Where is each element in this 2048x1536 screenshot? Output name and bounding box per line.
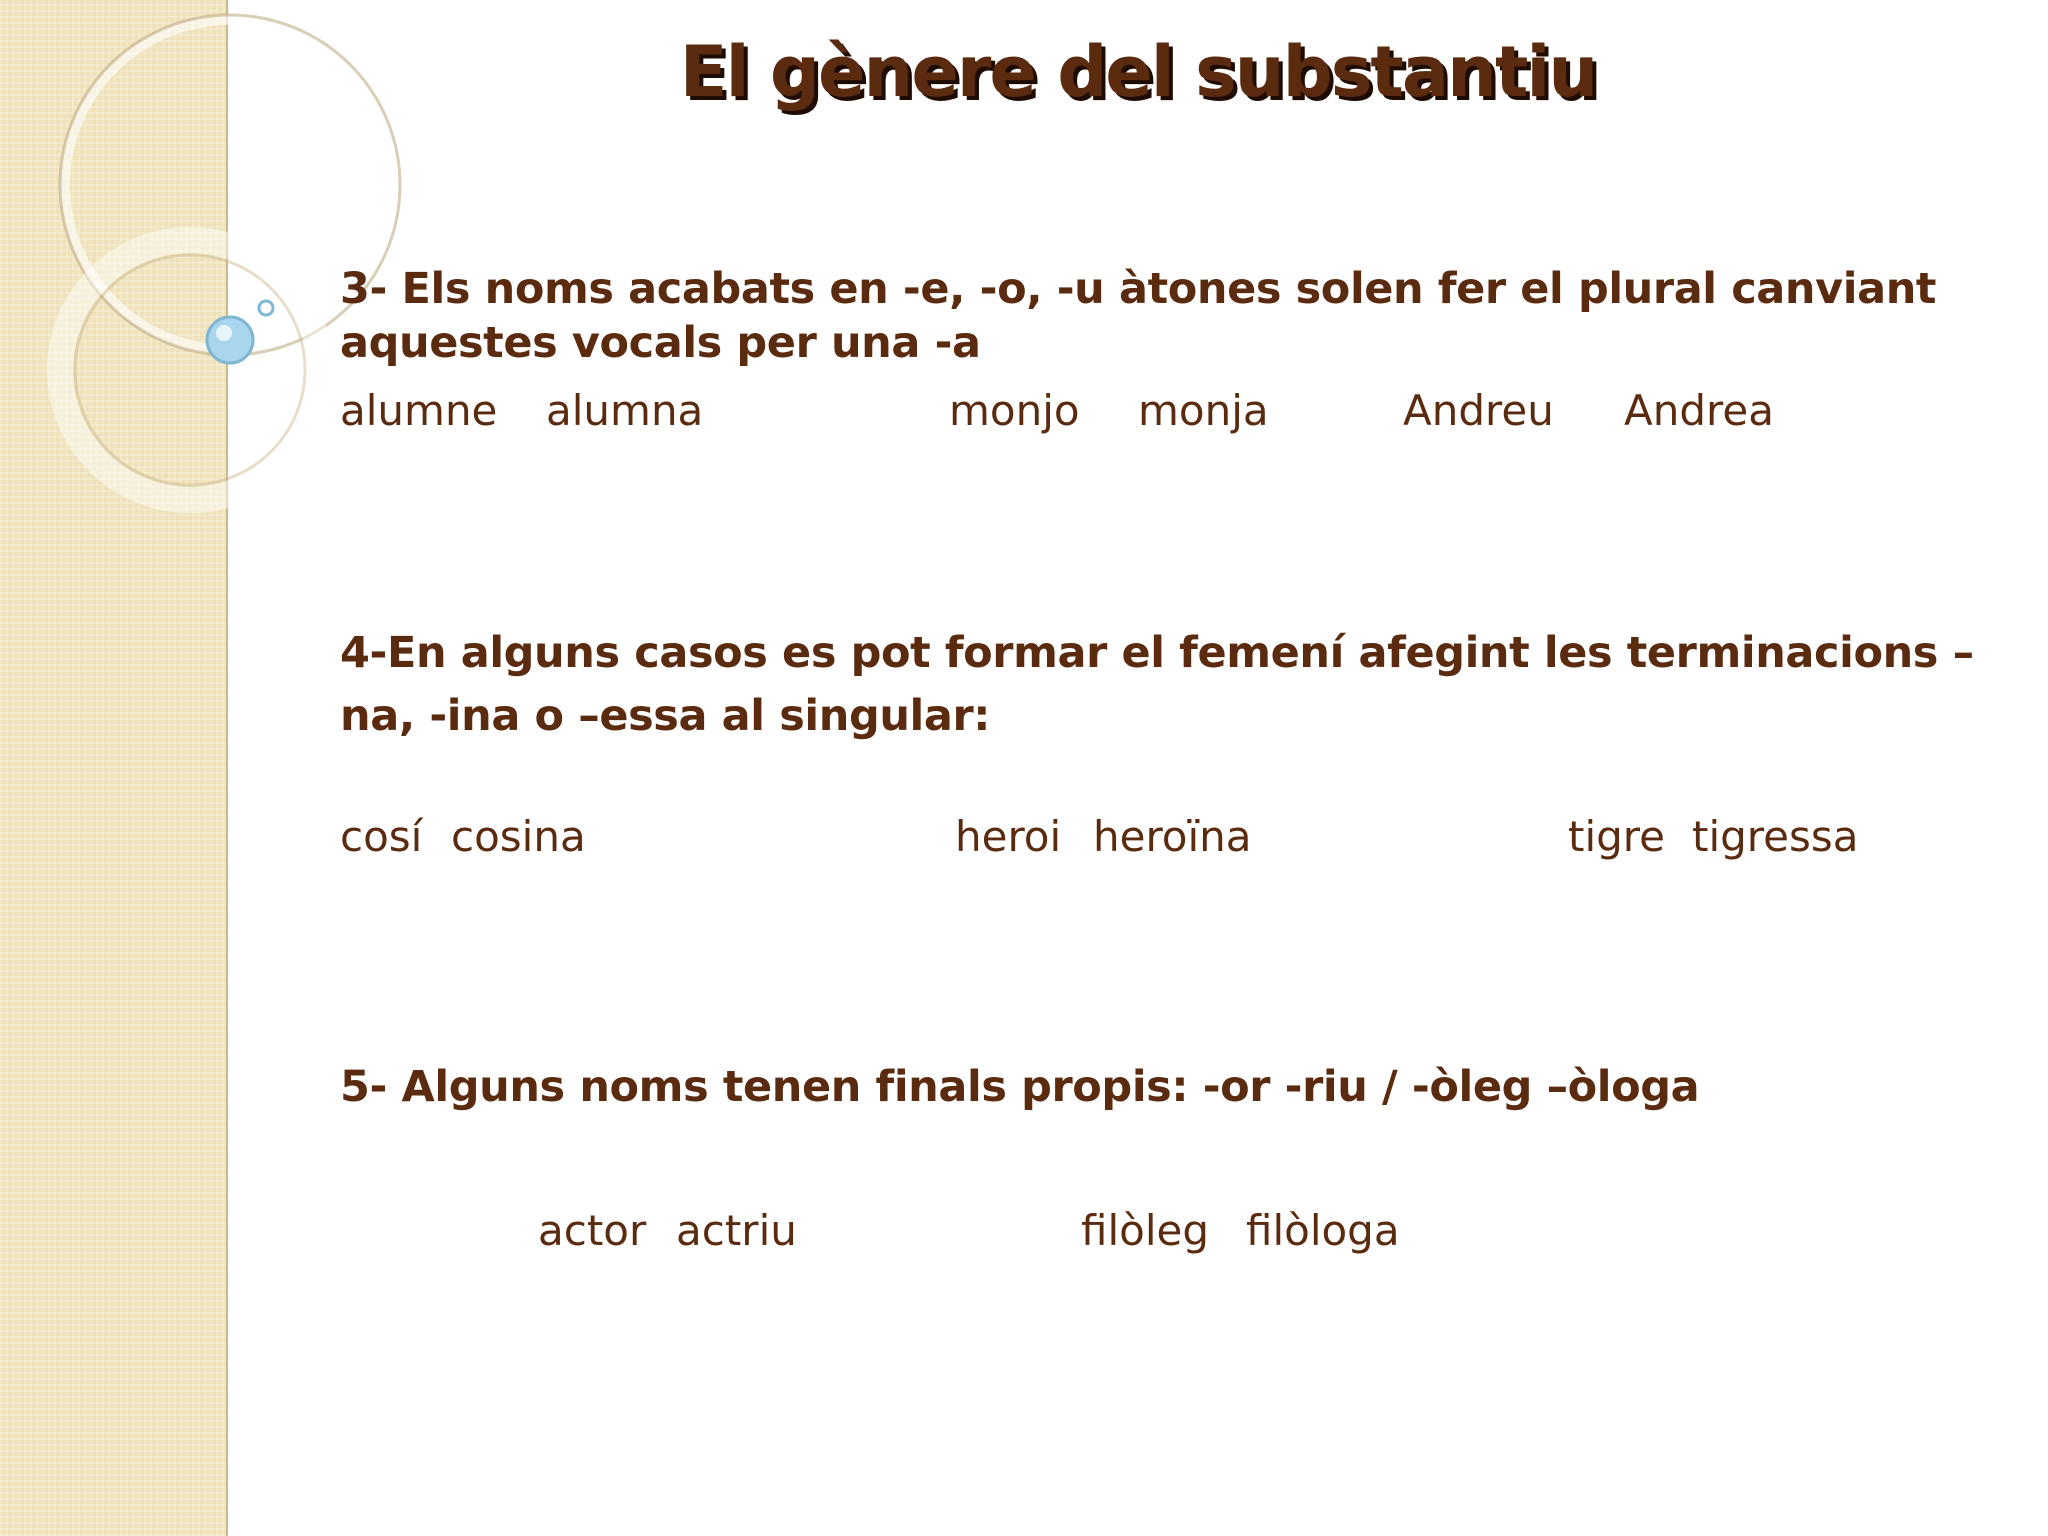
bubble-large-highlight — [216, 325, 232, 341]
example-masculine: alumne — [340, 386, 498, 435]
slide-title: El gènere del substantiu — [679, 31, 1597, 113]
example-masculine: heroi — [955, 812, 1062, 861]
rule-4-heading: 4-En alguns casos es pot formar el femení afegint les terminacions – na, -ina o –essa al singular: — [340, 628, 1974, 741]
ring-inner — [60, 240, 320, 500]
example-feminine: heroïna — [1093, 812, 1252, 861]
example-masculine: Andreu — [1403, 386, 1554, 435]
example-masculine: filòleg — [1081, 1206, 1209, 1255]
example-feminine: cosina — [451, 812, 586, 861]
example-feminine: alumna — [546, 386, 704, 435]
example-feminine: Andrea — [1624, 386, 1774, 435]
example-masculine: monjo — [949, 386, 1080, 435]
example-feminine: filòloga — [1246, 1206, 1400, 1255]
rule-5-heading: 5- Alguns noms tenen finals propis: -or -riu / -òleg –òloga — [340, 1062, 1700, 1112]
example-feminine: actriu — [676, 1206, 797, 1255]
example-masculine: cosí — [340, 812, 423, 861]
example-feminine: tigressa — [1692, 812, 1859, 861]
example-feminine: monja — [1138, 386, 1269, 435]
bubble-large — [207, 317, 253, 363]
example-masculine: tigre — [1568, 812, 1665, 861]
ring-inner-edge — [75, 255, 305, 485]
bubble-small — [259, 301, 273, 315]
example-masculine: actor — [538, 1206, 647, 1255]
rule-3-heading: 3- Els noms acabats en -e, -o, -u àtones solen fer el plural canviant aquestes vocals per una -a — [340, 264, 1937, 368]
